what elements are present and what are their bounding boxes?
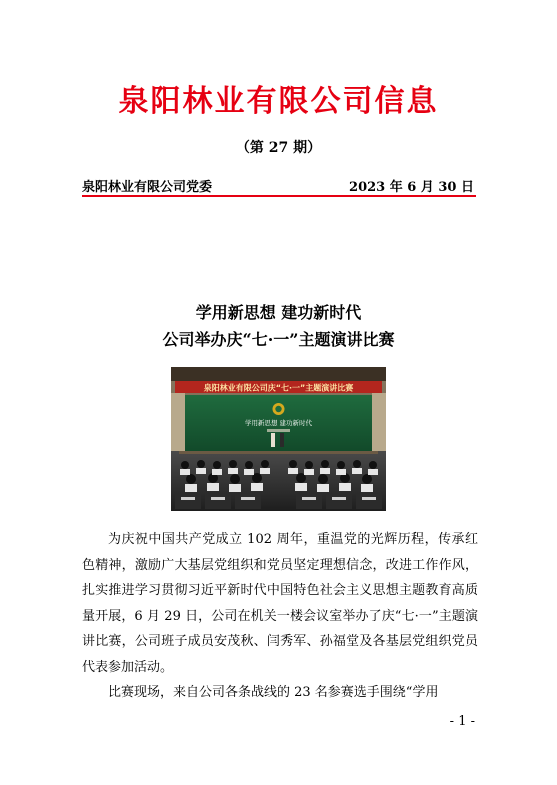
photo-banner-text: 泉阳林业有限公司庆“七·一”主题演讲比赛 xyxy=(203,383,354,393)
article-title-line1: 学用新思想 建功新时代 xyxy=(195,303,362,322)
issue-date: 2023 年 6 月 30 日 xyxy=(349,180,474,195)
article-title-line2: 公司举办庆“七·一”主题演讲比赛 xyxy=(162,330,395,349)
page-number: - 1 - xyxy=(449,714,475,729)
masthead-title: 泉阳林业有限公司信息 xyxy=(118,84,439,119)
header-rule xyxy=(82,195,476,197)
photo-screen-text: 学用新思想 建功新时代 xyxy=(244,419,313,427)
article-paragraph-2: 比赛现场，来自公司各条战线的 23 名参赛选手围绕“学用 xyxy=(108,685,439,700)
event-photo xyxy=(171,367,386,511)
issue-number: （第 27 期） xyxy=(235,140,322,156)
article-paragraph-1: 为庆祝中国共产党成立 102 周年，重温党的光辉历程，传承红色精神，激励广大基层党组织和党员坚定理想信念，改进工作作风，扎实推进学习贯彻习近平新时代中国特色社会主义思想主题教育高质量开展，6 月 29 日，公司在机关一楼会议室举办了庆“七·一”主题演讲比赛，公司班子成员安茂秋、闫秀军、孙福堂及各基层党组织党员代表参加活动。 xyxy=(82,532,478,675)
party-emblem-icon xyxy=(273,403,285,415)
article-body xyxy=(82,527,478,706)
issuer-name: 泉阳林业有限公司党委 xyxy=(82,180,213,195)
